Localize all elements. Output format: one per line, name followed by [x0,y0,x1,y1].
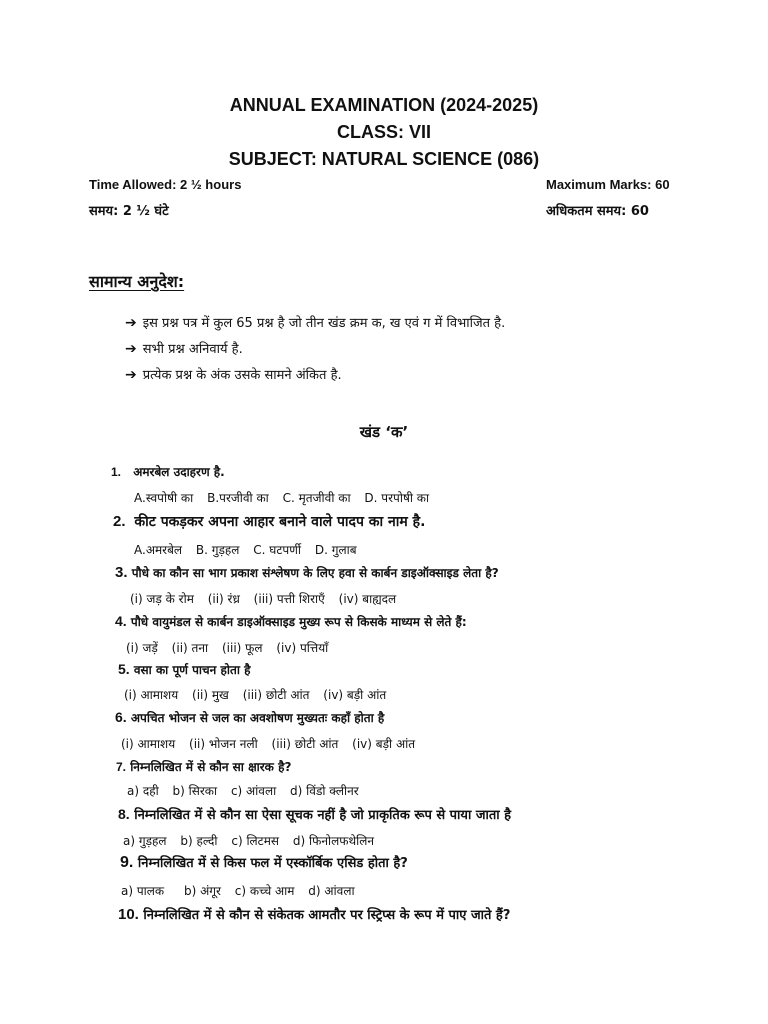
option: A.अमरबेल [134,543,183,557]
option: (ii) भोजन नली [189,737,258,751]
subject-title: SUBJECT: NATURAL SCIENCE (086) [228,149,540,169]
option: a) गुड़हल [123,834,167,848]
option: c) लिटमस [231,834,280,848]
instruction-item [125,313,505,331]
instruction-text: प्रत्येक प्रश्न के अंक उसके सामने अंकित है. [142,368,342,383]
option: B. गुड़हल [195,543,240,557]
class-title: CLASS: VII [336,122,431,142]
option: (iv) पत्तियाँ [276,641,329,655]
question-number: 10. [118,906,139,923]
question-4-options [126,639,338,656]
question-number: 1. [111,465,122,479]
option: (i) जड़ के रोम [130,592,194,606]
option: (iii) छोटी आंत [242,688,310,702]
question-text: निम्नलिखित में से किस फल में एस्कॉर्बिक एसिड होता है? [137,856,408,871]
option: b) सिरका [172,784,218,798]
option: (iii) छोटी आंत [271,737,339,751]
option: (iv) बड़ी आंत [323,688,387,702]
section-title: खंड ‘क’ [359,423,409,441]
question-7 [116,758,291,775]
question-8 [118,805,511,823]
maximum-marks-en: Maximum Marks: 60 [546,177,670,192]
question-number: 6. [115,709,127,725]
option: c) कच्चे आम [234,884,295,898]
question-2-options [134,541,367,558]
option: b) अंगूर [183,884,221,898]
question-text: निम्नलिखित में से कौन से संकेतक आमतौर पर स्ट्रिप्स के रूप में पाए जाते हैं? [143,908,511,923]
question-number: 8. [118,806,130,822]
option: (iii) पत्ती शिराएँ [253,592,325,606]
question-number: 4. [115,613,127,629]
question-5-options [124,686,396,703]
option: C. घटपर्णी [253,543,302,557]
question-3 [115,564,499,581]
option: B.परजीवी का [207,491,269,505]
question-9 [120,853,408,872]
maximum-marks-hi: अधिकतम समय: 60 [546,204,649,219]
question-10 [118,905,510,923]
question-number: 9. [120,854,134,871]
question-6-options [121,735,425,752]
option: (ii) तना [171,641,209,655]
option: (i) जड़ें [126,641,158,655]
question-text: पौधे वायुमंडल से कार्बन डाइऑक्साइड मुख्य रूप से किसके माध्यम से लेते हैं: [130,615,467,629]
question-1-options [134,489,439,506]
instruction-text: सभी प्रश्न अनिवार्य है. [142,342,243,357]
option: D. गुलाब [314,543,357,557]
question-7-options [127,782,369,799]
option: b) हल्दी [180,834,218,848]
question-6 [115,709,384,726]
question-2 [113,512,425,531]
option: a) दही [127,784,159,798]
instruction-text: इस प्रश्न पत्र में कुल 65 प्रश्न है जो तीन खंड क्रम क, ख एवं ग में विभाजित है. [142,316,506,331]
question-1 [111,463,225,480]
question-text: अमरबेल उदाहरण है. [133,465,225,479]
question-number: 3. [115,564,128,581]
option: d) विंडो क्लीनर [290,784,359,798]
option: d) आंवला [308,884,355,898]
general-instructions-heading: सामान्य अनुदेश: [89,272,185,291]
question-text: निम्नलिखित में से कौन सा क्षारक है? [130,760,292,774]
question-9-options [121,882,365,899]
question-number: 5. [118,661,130,677]
option: (iv) बाह्यदल [338,592,397,606]
time-allowed-en: Time Allowed: 2 ½ hours [89,177,242,192]
option: a) पालक [121,884,165,898]
question-text: कीट पकड़कर अपना आहार बनाने वाले पादप का नाम है. [134,514,426,530]
option: (iv) बड़ी आंत [352,737,416,751]
option: D. परपोषी का [364,491,430,505]
arrow-right-icon: ➔ [125,367,137,383]
arrow-right-icon: ➔ [125,341,137,357]
option: c) आंवला [230,784,277,798]
arrow-right-icon: ➔ [125,315,137,331]
question-8-options [123,832,384,849]
instruction-item [125,365,342,383]
question-3-options [130,590,406,607]
exam-title: ANNUAL EXAMINATION (2024-2025) [229,95,539,115]
option: (ii) मुख [192,688,229,702]
time-allowed-hi: समय: 2 ½ घंटे [89,204,169,219]
question-text: पौधे का कौन सा भाग प्रकाश संश्लेषण के लिए हवा से कार्बन डाइऑक्साइड लेता है? [131,566,499,580]
question-text: अपचित भोजन से जल का अवशोषण मुख्यतः कहाँ होता है [130,711,385,725]
option: (iii) फूल [221,641,263,655]
question-number: 2. [113,513,126,530]
option: C. मृतजीवी का [282,491,351,505]
question-number: 7. [116,760,127,774]
question-4 [115,613,467,630]
question-text: वसा का पूर्ण पाचन होता है [133,663,251,677]
option: A.स्वपोषी का [134,491,194,505]
instruction-item [125,339,243,357]
option: (i) आमाशय [121,737,176,751]
option: d) फिनोलफथेलिन [292,834,375,848]
question-5 [118,661,250,678]
option: (i) आमाशय [124,688,179,702]
option: (ii) रंध्र [207,592,240,606]
question-text: निम्नलिखित में से कौन सा ऐसा सूचक नहीं है जो प्राकृतिक रूप से पाया जाता है [134,808,512,823]
